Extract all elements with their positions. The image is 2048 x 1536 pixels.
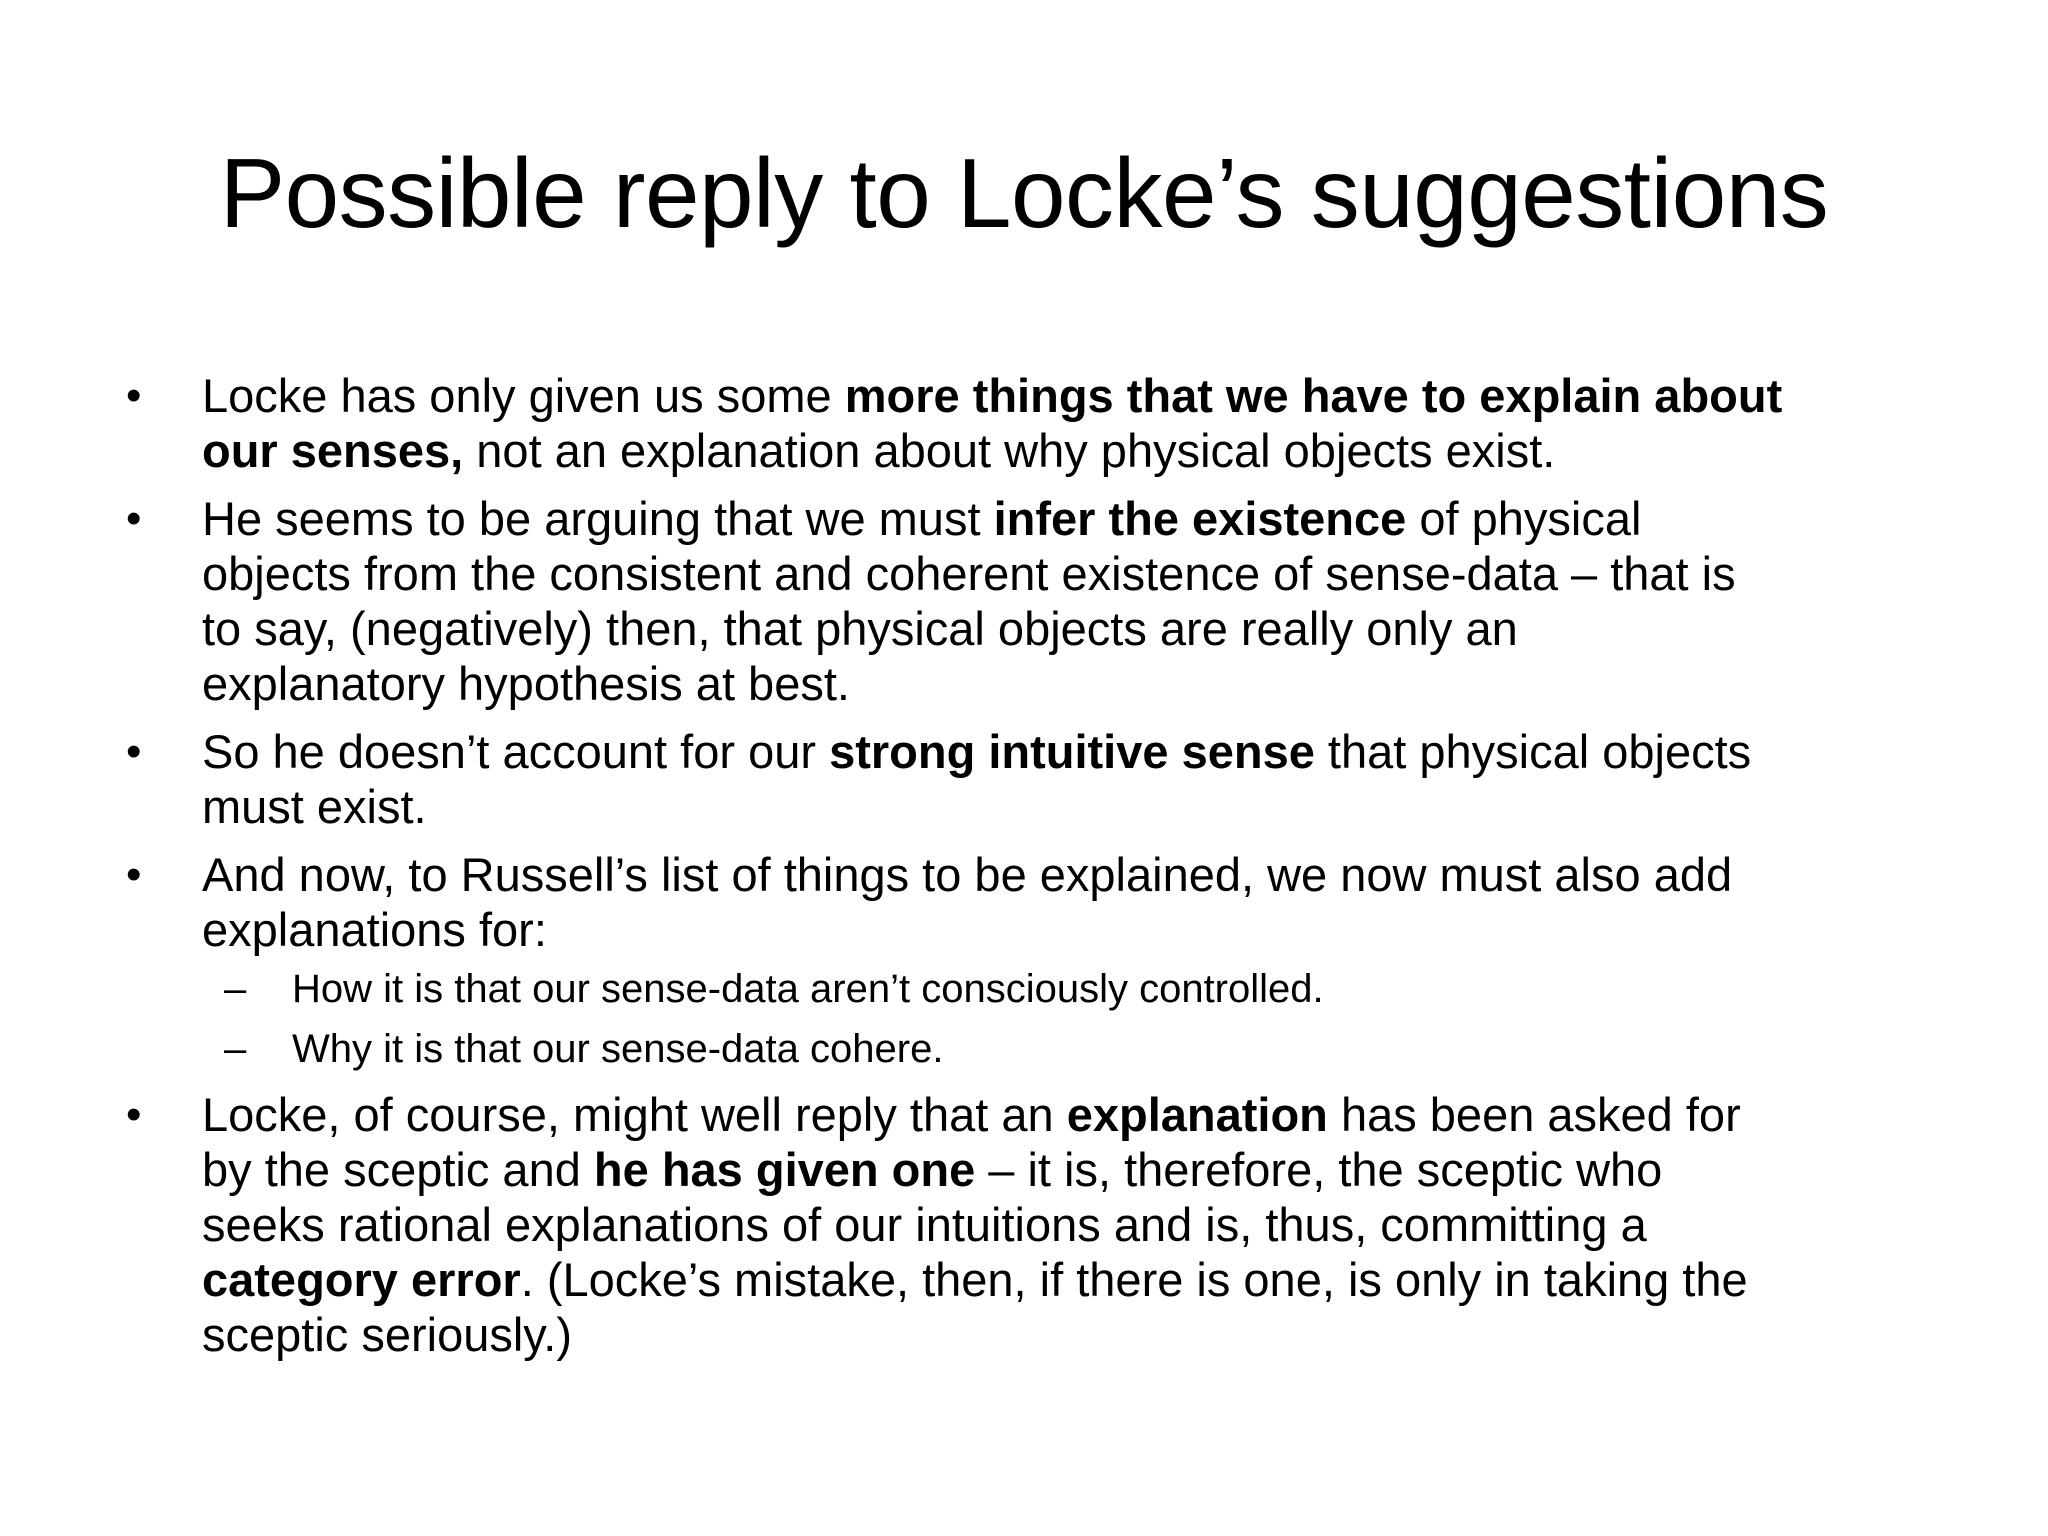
bullet-line: sceptic seriously.) [202, 1308, 573, 1361]
bullet-line: objects from the consistent and coherent existence of sense-data – that is [202, 547, 1736, 600]
text-run: So he doesn’t account for our [202, 725, 830, 778]
sub-bullet-text: Why it is that our sense-data cohere. [292, 1027, 944, 1071]
text-run: Locke, of course, might well reply that an [202, 1088, 1067, 1141]
bullet-line [202, 724, 1940, 779]
text-run: of physical [1406, 492, 1642, 545]
bullet-line [202, 1087, 1940, 1142]
bold-text-run: strong intuitive sense [829, 725, 1315, 778]
bold-text-run: he has given one [593, 1143, 976, 1196]
text-run: has been asked for [1327, 1088, 1741, 1141]
bold-text-run: our senses, [202, 424, 464, 477]
bullet-line: seeks rational explanations of our intuitions and is, thus, committing a [202, 1198, 1647, 1251]
text-run: not an explanation about why physical objects exist. [463, 424, 1556, 477]
bullet-icon: • [126, 371, 142, 420]
bullet-line [202, 1142, 1940, 1197]
bullet-item-2 [120, 491, 1940, 711]
bullet-line [202, 368, 1940, 423]
text-run: that physical objects [1314, 725, 1752, 778]
bold-text-run: category error [202, 1253, 521, 1306]
bullet-line [202, 1252, 1940, 1307]
dash-icon: – [224, 1027, 247, 1071]
bullet-icon: • [126, 1090, 142, 1139]
text-run: . (Locke’s mistake, then, if there is one, is only in taking the [520, 1253, 1748, 1306]
bold-text-run: more things that we have to explain about [844, 369, 1783, 422]
bullet-line: to say, (negatively) then, that physical objects are really only an [202, 602, 1518, 655]
bullet-line: And now, to Russell’s list of things to be explained, we now must also add [202, 848, 1733, 901]
bullet-list [120, 368, 1940, 1375]
text-run: Locke has only given us some [202, 369, 845, 422]
bullet-item-1 [120, 368, 1940, 478]
bullet-icon: • [126, 494, 142, 543]
bullet-line: must exist. [202, 780, 427, 833]
bullet-icon: • [126, 727, 142, 776]
bullet-item-3 [120, 724, 1940, 834]
bullet-item-4 [120, 847, 1940, 957]
text-run: – it is, therefore, the sceptic who [975, 1143, 1663, 1196]
bold-text-run: infer the existence [993, 492, 1407, 545]
bullet-line [202, 491, 1940, 546]
bullet-line [202, 423, 1940, 478]
text-run: He seems to be arguing that we must [202, 492, 994, 545]
bullet-icon: • [126, 850, 142, 899]
bullet-line: explanations for: [202, 903, 547, 956]
dash-icon: – [224, 967, 247, 1011]
bullet-item-5 [120, 1087, 1940, 1362]
sub-bullet-item-2 [120, 1023, 1940, 1075]
sub-bullet-text: How it is that our sense-data aren’t consciously controlled. [292, 967, 1324, 1011]
bullet-line: explanatory hypothesis at best. [202, 657, 850, 710]
slide-title: Possible reply to Locke’s suggestions [219, 138, 1829, 248]
sub-bullet-item-1 [120, 963, 1940, 1015]
bold-text-run: explanation [1066, 1088, 1328, 1141]
text-run: by the sceptic and [202, 1143, 594, 1196]
